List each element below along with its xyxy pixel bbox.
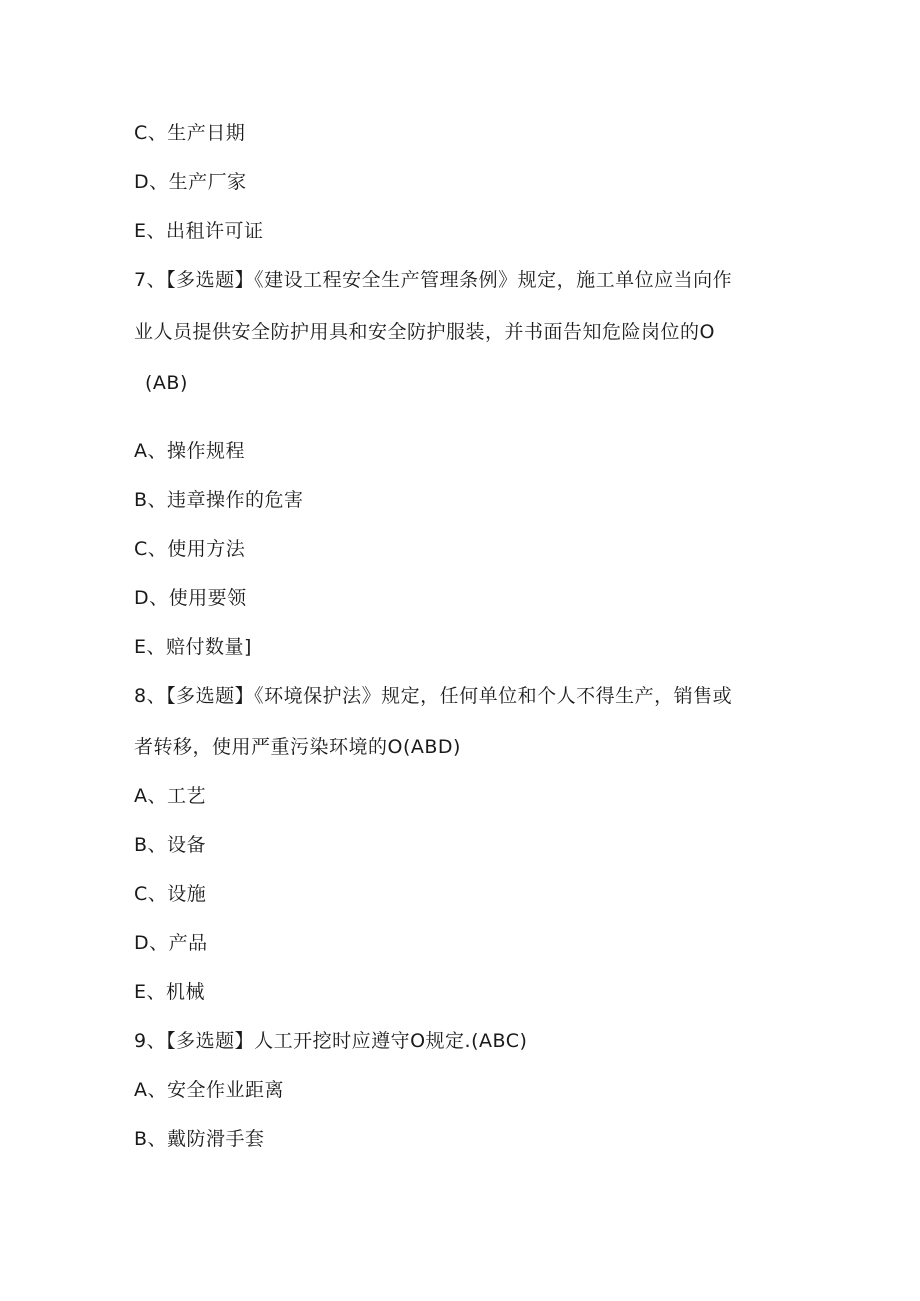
option-line: D、产品 — [134, 932, 208, 954]
option-line: B、戴防滑手套 — [134, 1128, 265, 1150]
option-line: D、生产厂家 — [134, 171, 247, 193]
option-line: C、设施 — [134, 883, 207, 905]
option-line: E、出租许可证 — [134, 220, 264, 242]
question-line: 8、【多选题】《环境保护法》规定，任何单位和个人不得生产，销售或 — [134, 685, 733, 707]
option-line: A、工艺 — [134, 785, 206, 807]
option-line: A、操作规程 — [134, 440, 245, 462]
option-line: E、机械 — [134, 981, 206, 1003]
question-answer-line: (AB) — [145, 372, 188, 394]
question-line: 业人员提供安全防护用具和安全防护服装，并书面告知危险岗位的O — [134, 321, 715, 343]
option-line: E、赔付数量] — [134, 636, 252, 658]
option-line: B、违章操作的危害 — [134, 489, 304, 511]
option-line: C、使用方法 — [134, 538, 246, 560]
option-line: C、生产日期 — [134, 122, 246, 144]
option-line: B、设备 — [134, 834, 207, 856]
question-line: 7、【多选题】《建设工程安全生产管理条例》规定，施工单位应当向作 — [134, 269, 733, 291]
option-line: A、安全作业距离 — [134, 1079, 284, 1101]
question-line: 者转移，使用严重污染环境的O(ABD) — [134, 736, 461, 758]
option-line: D、使用要领 — [134, 587, 247, 609]
question-line: 9、【多选题】人工开挖时应遵守O规定.(ABC) — [134, 1030, 528, 1052]
